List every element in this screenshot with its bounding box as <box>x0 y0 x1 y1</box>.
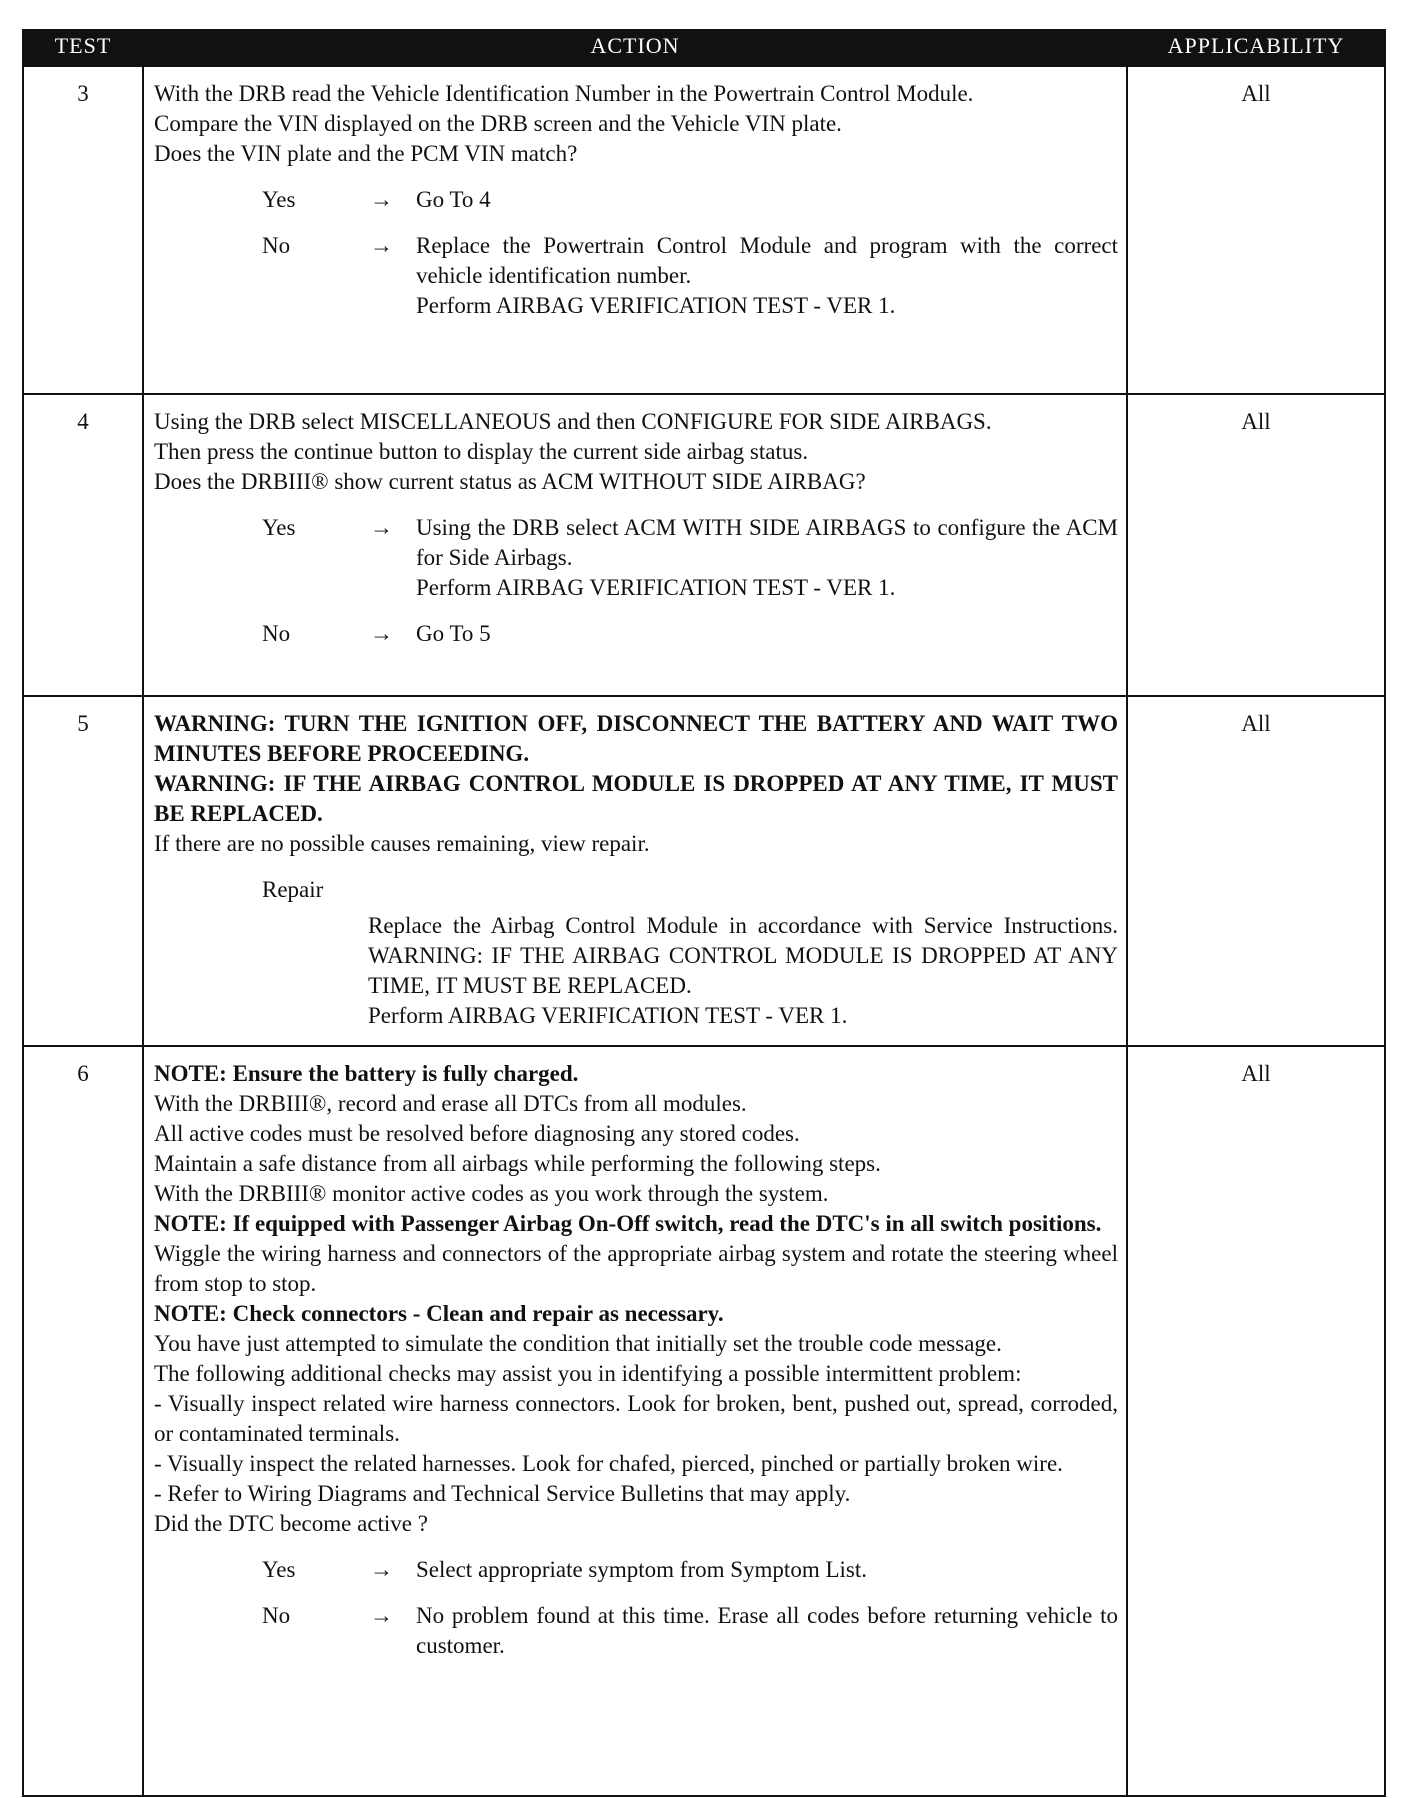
note-text: NOTE: If equipped with Passenger Airbag On-Off switch, read the DTC's in all switch positions. <box>154 1211 1102 1236</box>
action-text: If there are no possible causes remaining, view repair. <box>154 831 650 856</box>
yes-label: Yes <box>262 1557 296 1582</box>
action-text: The following additional checks may assist you in identifying a possible intermittent problem: <box>154 1361 1022 1386</box>
action-text: Does the DRBIII® show current status as ACM WITHOUT SIDE AIRBAG? <box>154 469 866 494</box>
no-response <box>154 1601 1118 1661</box>
action-cell <box>143 696 1127 1046</box>
no-label: No <box>262 233 291 258</box>
arrow-icon: → <box>370 1557 393 1582</box>
action-text: Does the VIN plate and the PCM VIN match? <box>154 141 578 166</box>
action-text: With the DRB read the Vehicle Identification Number in the Powertrain Control Module. <box>154 81 974 106</box>
header-action: ACTION <box>143 30 1127 66</box>
no-response <box>154 231 1118 321</box>
arrow-icon: → <box>370 1603 393 1628</box>
action-text: - Refer to Wiring Diagrams and Technical Service Bulletins that may apply. <box>154 1481 851 1506</box>
action-text: Using the DRB select MISCELLANEOUS and then CONFIGURE FOR SIDE AIRBAGS. <box>154 409 992 434</box>
applicability-value: All <box>1127 394 1385 696</box>
action-text: Did the DTC become active ? <box>154 1511 428 1536</box>
no-text: Perform AIRBAG VERIFICATION TEST - VER 1. <box>416 293 896 318</box>
table-row <box>23 66 1385 394</box>
warning-text: WARNING: IF THE AIRBAG CONTROL MODULE IS DROPPED AT ANY TIME, IT MUST BE REPLACED. <box>154 771 1118 826</box>
note-text: NOTE: Ensure the battery is fully charged. <box>154 1061 579 1086</box>
no-label: No <box>262 621 291 646</box>
no-text: Go To 5 <box>416 621 491 646</box>
warning-text: WARNING: TURN THE IGNITION OFF, DISCONNECT THE BATTERY AND WAIT TWO MINUTES BEFORE PROCEEDING. <box>154 711 1118 766</box>
yes-text: Select appropriate symptom from Symptom List. <box>416 1557 867 1582</box>
action-text: Wiggle the wiring harness and connectors of the appropriate airbag system and rotate the steering wheel from stop to stop. <box>154 1241 1118 1296</box>
diagnostic-test-table <box>22 29 1386 1797</box>
applicability-value: All <box>1127 1046 1385 1796</box>
yes-response <box>154 185 1118 215</box>
applicability-value: All <box>1127 66 1385 394</box>
test-number: 6 <box>23 1046 143 1796</box>
no-label: No <box>262 1603 291 1628</box>
no-text: No problem found at this time. Erase all codes before returning vehicle to customer. <box>416 1603 1118 1658</box>
action-text: - Visually inspect related wire harness connectors. Look for broken, bent, pushed out, spread, corroded, or contaminated terminals. <box>154 1391 1118 1446</box>
action-text: Then press the continue button to display the current side airbag status. <box>154 439 809 464</box>
action-cell <box>143 394 1127 696</box>
yes-text: Perform AIRBAG VERIFICATION TEST - VER 1. <box>416 575 896 600</box>
action-text: All active codes must be resolved before diagnosing any stored codes. <box>154 1121 800 1146</box>
test-number: 3 <box>23 66 143 394</box>
note-text: NOTE: Check connectors - Clean and repair as necessary. <box>154 1301 724 1326</box>
yes-label: Yes <box>262 187 296 212</box>
no-response <box>154 619 1118 649</box>
yes-label: Yes <box>262 515 296 540</box>
action-text: With the DRBIII®, record and erase all DTCs from all modules. <box>154 1091 747 1116</box>
applicability-value: All <box>1127 696 1385 1046</box>
table-row <box>23 696 1385 1046</box>
action-text: Compare the VIN displayed on the DRB screen and the Vehicle VIN plate. <box>154 111 842 136</box>
repair-section <box>154 875 1118 1031</box>
repair-label: Repair <box>262 877 324 902</box>
table-row <box>23 1046 1385 1796</box>
table-row <box>23 394 1385 696</box>
test-number: 5 <box>23 696 143 1046</box>
no-text: Replace the Powertrain Control Module and program with the correct vehicle identification number. <box>416 233 1118 288</box>
header-applicability: APPLICABILITY <box>1127 30 1385 66</box>
arrow-icon: → <box>370 187 393 212</box>
action-text: - Visually inspect the related harnesses. Look for chafed, pierced, pinched or partially broken wire. <box>154 1451 1063 1476</box>
arrow-icon: → <box>370 515 393 540</box>
yes-response <box>154 513 1118 603</box>
yes-text: Go To 4 <box>416 187 491 212</box>
action-cell <box>143 1046 1127 1796</box>
arrow-icon: → <box>370 233 393 258</box>
arrow-icon: → <box>370 621 393 646</box>
action-text: Maintain a safe distance from all airbags while performing the following steps. <box>154 1151 881 1176</box>
action-cell <box>143 66 1127 394</box>
header-test: TEST <box>23 30 143 66</box>
yes-response <box>154 1555 1118 1585</box>
repair-text: Replace the Airbag Control Module in accordance with Service Instructions. WARNING: IF THE AIRBAG CONTROL MODULE IS DROPPED AT ANY TIME, IT MUST BE REPLACED. <box>368 913 1118 998</box>
repair-verify: Perform AIRBAG VERIFICATION TEST - VER 1. <box>368 1003 848 1028</box>
action-text: You have just attempted to simulate the condition that initially set the trouble code message. <box>154 1331 1002 1356</box>
table-header-row <box>23 30 1385 66</box>
test-number: 4 <box>23 394 143 696</box>
action-text: With the DRBIII® monitor active codes as you work through the system. <box>154 1181 829 1206</box>
yes-text: Using the DRB select ACM WITH SIDE AIRBAGS to configure the ACM for Side Airbags. <box>416 515 1118 570</box>
